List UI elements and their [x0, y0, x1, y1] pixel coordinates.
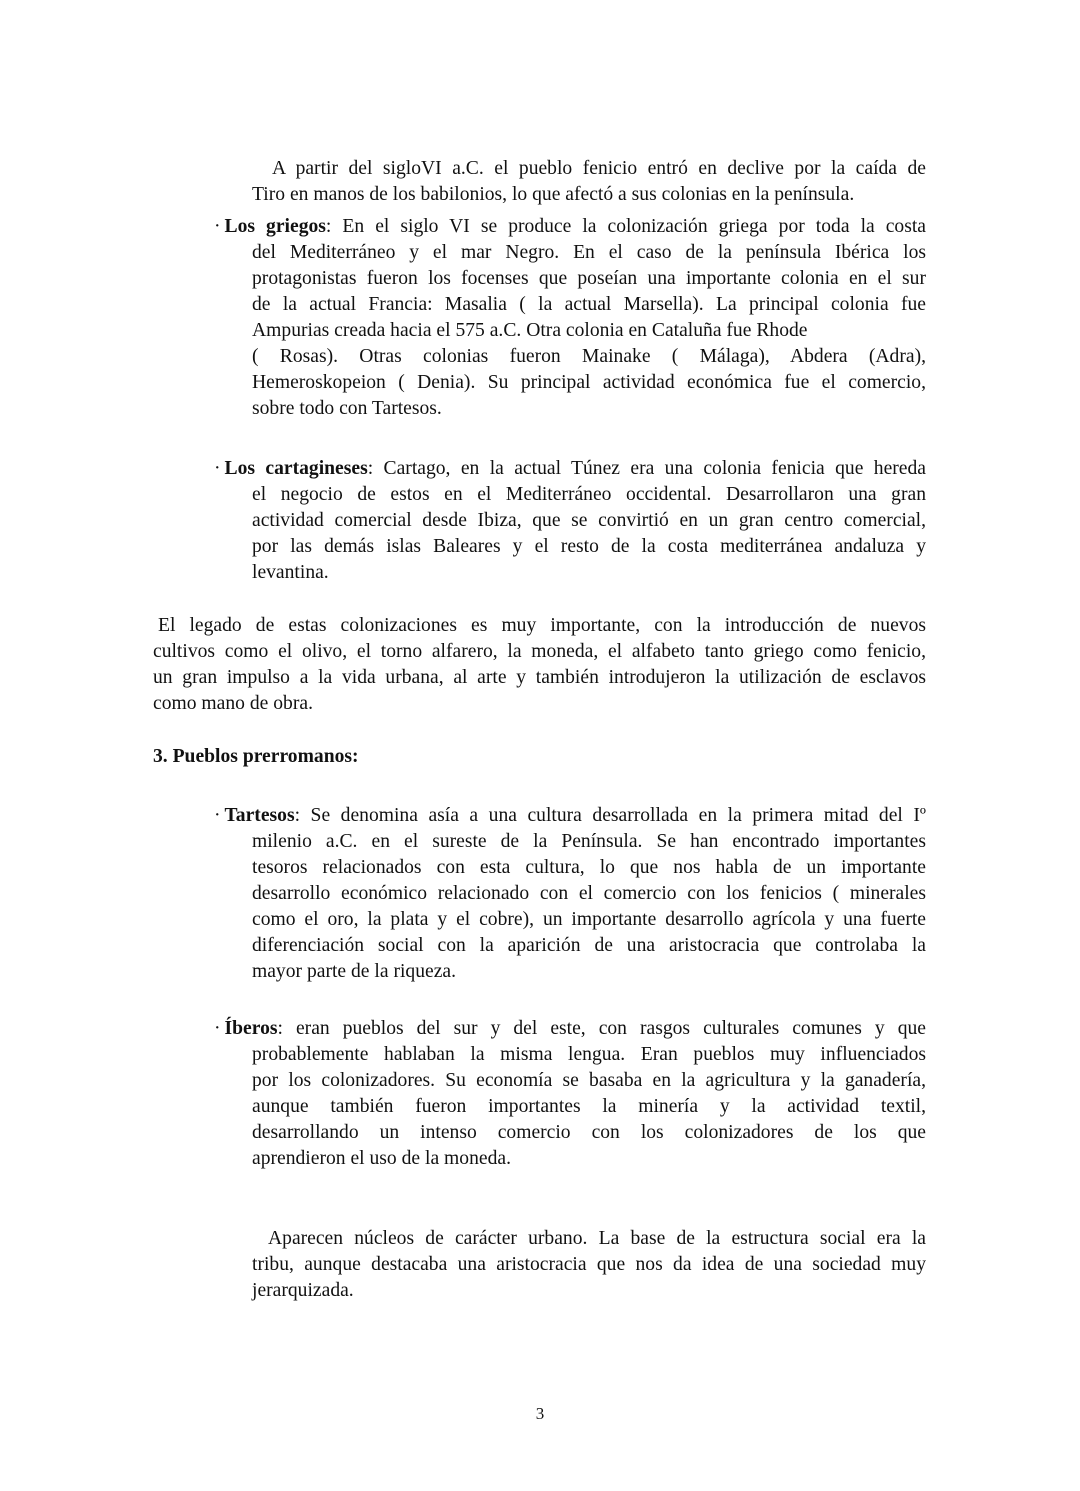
cartagineses-first-line: [214, 456, 926, 482]
paragraph-line: actividad comercial desde Ibiza, que se convirtió en un gran centro comercial,: [252, 510, 926, 531]
paragraph-line: Ampurias creada hacia el 575 a.C. Otra colonia en Cataluña fue Rhode: [252, 320, 808, 341]
iberos-paragraph: [214, 1016, 926, 1042]
paragraph-line: tribu, aunque destacaba una aristocracia que nos da idea de una sociedad muy: [252, 1254, 926, 1275]
cartagineses-paragraph: [214, 456, 926, 482]
fenicios-paragraph: [252, 156, 926, 208]
paragraph-line: protagonistas fueron los focenses que poseían una importante colonia en el sur: [252, 268, 926, 289]
bullet-icon: ·: [214, 458, 221, 479]
paragraph-line: A partir del sigloVI a.C. el pueblo fenicio entró en declive por la caída de: [272, 158, 926, 179]
paragraph-line: por las demás islas Baleares y el resto de la costa mediterránea andaluza y: [252, 536, 926, 557]
paragraph-line: aunque también fueron importantes la minería y la actividad textil,: [252, 1096, 926, 1117]
tartesos-first-line-text: : Se denomina asía a una cultura desarrollada en la primera mitad del Iº: [294, 805, 926, 826]
bullet-icon: ·: [214, 216, 221, 237]
paragraph-line: Aparecen núcleos de carácter urbano. La base de la estructura social era la: [268, 1228, 926, 1249]
paragraph-line: por los colonizadores. Su economía se basaba en la agricultura y la ganadería,: [252, 1070, 926, 1091]
paragraph-line: como mano de obra.: [153, 693, 313, 714]
paragraph-line: jerarquizada.: [252, 1280, 354, 1301]
bullet-icon: ·: [214, 805, 221, 826]
paragraph-line: mayor parte de la riqueza.: [252, 961, 456, 982]
paragraph-line: ( Rosas). Otras colonias fueron Mainake ( Málaga), Abdera (Adra),: [252, 346, 926, 367]
griegos-body: [252, 240, 926, 422]
paragraph-line: milenio a.C. en el sureste de la Península. Se han encontrado importantes: [252, 831, 926, 852]
section-heading: 3. Pueblos prerromanos:: [153, 746, 359, 767]
griegos-first-line: [214, 214, 926, 240]
paragraph-line: sobre todo con Tartesos.: [252, 398, 442, 419]
paragraph-line: aprendieron el uso de la moneda.: [252, 1148, 511, 1169]
legado-paragraph: [153, 613, 926, 717]
tartesos-title: Tartesos: [224, 805, 295, 826]
paragraph-line: como el oro, la plata y el cobre), un importante desarrollo agrícola y una fuerte: [252, 909, 926, 930]
nucleos-paragraph: [252, 1226, 926, 1304]
paragraph-line: Hemeroskopeion ( Denia). Su principal actividad económica fue el comercio,: [252, 372, 926, 393]
paragraph-line: desarrollando un intenso comercio con los colonizadores de los que: [252, 1122, 926, 1143]
cartagineses-first-line-text: : Cartago, en la actual Túnez era una colonia fenicia que hereda: [367, 458, 926, 479]
page-number: 3: [535, 1404, 545, 1423]
paragraph-line: cultivos como el olivo, el torno alfarero, la moneda, el alfabeto tanto griego como fenicio,: [153, 641, 926, 662]
griegos-paragraph: [214, 214, 926, 240]
cartagineses-body: [252, 482, 926, 586]
paragraph-line: desarrollo económico relacionado con el comercio con los fenicios ( minerales: [252, 883, 926, 904]
paragraph-line: diferenciación social con la aparición de una aristocracia que controlaba la: [252, 935, 926, 956]
iberos-first-line: [214, 1016, 926, 1042]
paragraph-line: El legado de estas colonizaciones es muy importante, con la introducción de nuevos: [158, 615, 926, 636]
iberos-body: [252, 1042, 926, 1172]
tartesos-body: [252, 829, 926, 985]
paragraph-line: levantina.: [252, 562, 329, 583]
paragraph-line: de la actual Francia: Masalia ( la actual Marsella). La principal colonia fue: [252, 294, 926, 315]
paragraph-line: del Mediterráneo y el mar Negro. En el caso de la península Ibérica los: [252, 242, 926, 263]
griegos-title: Los griegos: [224, 216, 326, 237]
paragraph-line: Tiro en manos de los babilonios, lo que afectó a sus colonias en la península.: [252, 184, 855, 205]
cartagineses-title: Los cartagineses: [224, 458, 368, 479]
iberos-first-line-text: : eran pueblos del sur y del este, con rasgos culturales comunes y que: [277, 1018, 926, 1039]
tartesos-paragraph: [214, 803, 926, 829]
griegos-first-line-text: : En el siglo VI se produce la colonización griega por toda la costa: [325, 216, 926, 237]
tartesos-first-line: [214, 803, 926, 829]
bullet-icon: ·: [214, 1018, 221, 1039]
paragraph-line: un gran impulso a la vida urbana, al arte y también introdujeron la utilización de esclavos: [153, 667, 926, 688]
iberos-title: Íberos: [224, 1018, 278, 1039]
paragraph-line: el negocio de estos en el Mediterráneo occidental. Desarrollaron una gran: [252, 484, 926, 505]
paragraph-line: tesoros relacionados con esta cultura, lo que nos habla de un importante: [252, 857, 926, 878]
paragraph-line: probablemente hablaban la misma lengua. Eran pueblos muy influenciados: [252, 1044, 926, 1065]
